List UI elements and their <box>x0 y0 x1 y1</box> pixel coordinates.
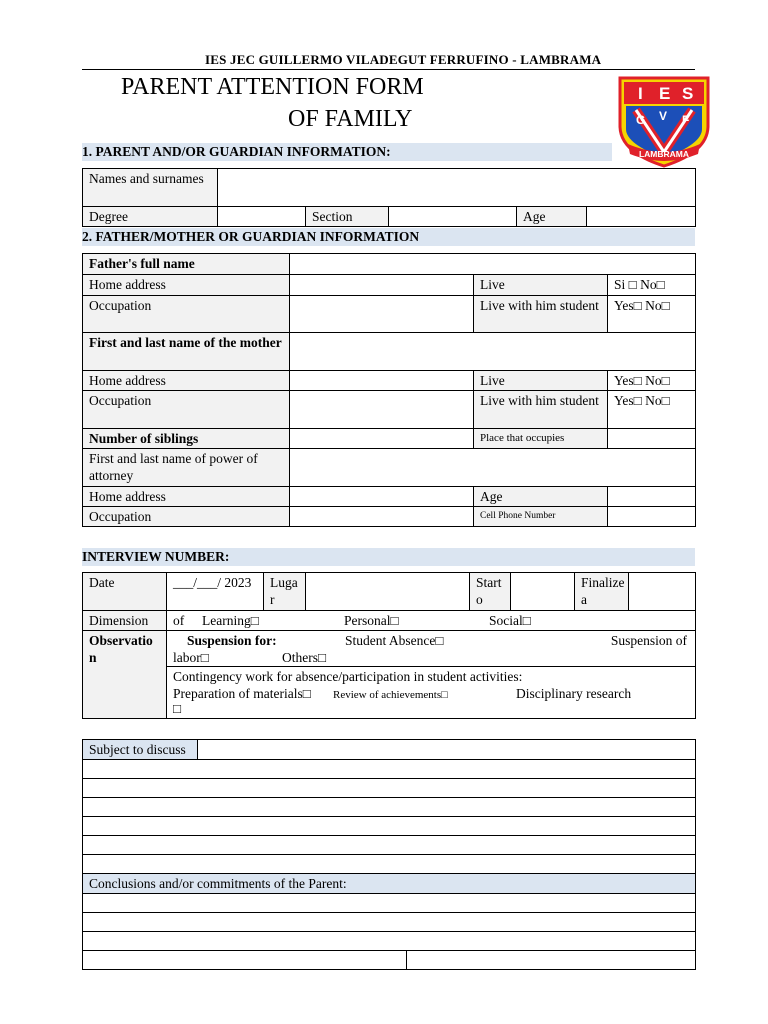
father-live-label: Live <box>474 275 608 296</box>
mother-occupation-label: Occupation <box>83 391 290 429</box>
subject-line[interactable] <box>83 855 696 874</box>
header-rule <box>82 69 695 70</box>
attorney-age-field[interactable] <box>608 487 696 507</box>
finalize-label: Finalize a <box>575 573 629 611</box>
subject-label: Subject to discuss <box>83 740 198 760</box>
siblings-field[interactable] <box>290 429 474 449</box>
place-label: Luga r <box>264 573 306 611</box>
others-checkbox[interactable]: Others□ <box>282 650 327 665</box>
attorney-occupation-field[interactable] <box>290 507 474 527</box>
logo-letter-f: F <box>682 113 690 127</box>
father-occupation-field[interactable] <box>290 296 474 333</box>
place-field[interactable] <box>608 429 696 449</box>
guardian-info-table <box>82 168 696 227</box>
attorney-address-field[interactable] <box>290 487 474 507</box>
names-field[interactable] <box>218 169 696 207</box>
contingency-options <box>167 667 696 719</box>
dimension-label: Dimension <box>83 611 167 631</box>
section-field[interactable] <box>389 207 517 227</box>
subject-table <box>82 739 696 970</box>
degree-label: Degree <box>83 207 218 227</box>
form-title-line2: OF FAMILY <box>288 106 413 132</box>
father-live-with-checkbox[interactable]: Yes□ No□ <box>608 296 696 333</box>
labor-checkbox[interactable]: labor□ <box>173 650 209 665</box>
attorney-age-label: Age <box>474 487 608 507</box>
attorney-occupation-label: Occupation <box>83 507 290 527</box>
personal-checkbox[interactable]: Personal□ <box>344 613 399 628</box>
section2-heading: 2. FATHER/MOTHER OR GUARDIAN INFORMATION <box>82 228 695 246</box>
preparation-checkbox[interactable]: Preparation of materials□ <box>173 686 311 701</box>
conclusions-line[interactable] <box>83 932 696 951</box>
start-label: Start o <box>470 573 511 611</box>
father-occupation-label: Occupation <box>83 296 290 333</box>
conclusions-line[interactable] <box>83 913 696 932</box>
mother-address-field[interactable] <box>290 371 474 391</box>
place-label: Place that occupies <box>474 429 608 449</box>
degree-field[interactable] <box>218 207 306 227</box>
mother-live-with-label: Live with him student <box>474 391 608 429</box>
father-live-with-label: Live with him student <box>474 296 608 333</box>
mother-live-checkbox[interactable]: Yes□ No□ <box>608 371 696 391</box>
signature-field-right[interactable] <box>407 951 696 970</box>
conclusions-label: Conclusions and/or commitments of the Parent: <box>83 874 696 894</box>
logo-letter-g: G <box>636 113 646 127</box>
contingency-text: Contingency work for absence/participation in student activities: <box>173 669 523 684</box>
logo-letter-e: E <box>659 84 671 103</box>
father-address-label: Home address <box>83 275 290 296</box>
date-field[interactable]: ___/___/ 2023 <box>167 573 264 611</box>
attorney-name-label: First and last name of power of attorney <box>83 449 290 487</box>
cell-phone-field[interactable] <box>608 507 696 527</box>
review-checkbox[interactable]: Review of achievements□ <box>333 689 448 701</box>
dimension-options <box>167 611 696 631</box>
dimension-of-text: of <box>173 613 185 628</box>
attorney-address-label: Home address <box>83 487 290 507</box>
father-address-field[interactable] <box>290 275 474 296</box>
student-absence-checkbox[interactable]: Student Absence□ <box>345 633 444 648</box>
logo-ribbon-text: LAMBRAMA <box>638 149 690 159</box>
date-label: Date <box>83 573 167 611</box>
mother-name-field[interactable] <box>290 333 696 371</box>
mother-occupation-field[interactable] <box>290 391 474 429</box>
disciplinary-checkbox[interactable]: □ <box>173 701 182 716</box>
place-field[interactable] <box>306 573 470 611</box>
cell-phone-label: Cell Phone Number <box>474 507 608 527</box>
school-logo <box>614 74 714 168</box>
subject-line[interactable] <box>83 836 696 855</box>
father-name-field[interactable] <box>290 254 696 275</box>
logo-letter-v: V <box>659 109 668 123</box>
social-checkbox[interactable]: Social□ <box>489 613 531 628</box>
siblings-label: Number of siblings <box>83 429 290 449</box>
subject-line[interactable] <box>83 798 696 817</box>
signature-field-left[interactable] <box>83 951 407 970</box>
attorney-name-field[interactable] <box>290 449 696 487</box>
age-field[interactable] <box>587 207 696 227</box>
disciplinary-text: Disciplinary research <box>516 686 632 701</box>
logo-letter-s: S <box>682 84 694 103</box>
school-name: IES JEC GUILLERMO VILADEGUT FERRUFINO - LAMBRAMA <box>205 52 602 67</box>
suspension-for-label: Suspension for: <box>187 633 277 648</box>
age-label: Age <box>517 207 587 227</box>
father-live-checkbox[interactable]: Si □ No□ <box>608 275 696 296</box>
mother-live-label: Live <box>474 371 608 391</box>
conclusions-line[interactable] <box>83 894 696 913</box>
father-name-label: Father's full name <box>83 254 290 275</box>
suspension-options <box>167 631 696 667</box>
mother-name-label: First and last name of the mother <box>83 333 290 371</box>
mother-live-with-checkbox[interactable]: Yes□ No□ <box>608 391 696 429</box>
subject-line[interactable] <box>83 817 696 836</box>
section-label: Section <box>306 207 389 227</box>
observation-label: Observatio n <box>83 631 167 719</box>
subject-line[interactable] <box>83 779 696 798</box>
section1-heading: 1. PARENT AND/OR GUARDIAN INFORMATION: <box>82 143 612 161</box>
start-field[interactable] <box>511 573 575 611</box>
interview-table <box>82 572 696 719</box>
family-info-table <box>82 253 696 527</box>
mother-address-label: Home address <box>83 371 290 391</box>
subject-field[interactable] <box>198 740 696 760</box>
names-label: Names and surnames <box>83 169 218 207</box>
logo-letter-i: I <box>638 84 643 103</box>
suspension-of-text: Suspension of <box>610 633 687 648</box>
learning-checkbox[interactable]: Learning□ <box>202 613 259 628</box>
interview-heading: INTERVIEW NUMBER: <box>82 548 695 566</box>
finalize-field[interactable] <box>629 573 696 611</box>
form-title-line1: PARENT ATTENTION FORM <box>121 74 424 100</box>
subject-line[interactable] <box>83 760 696 779</box>
